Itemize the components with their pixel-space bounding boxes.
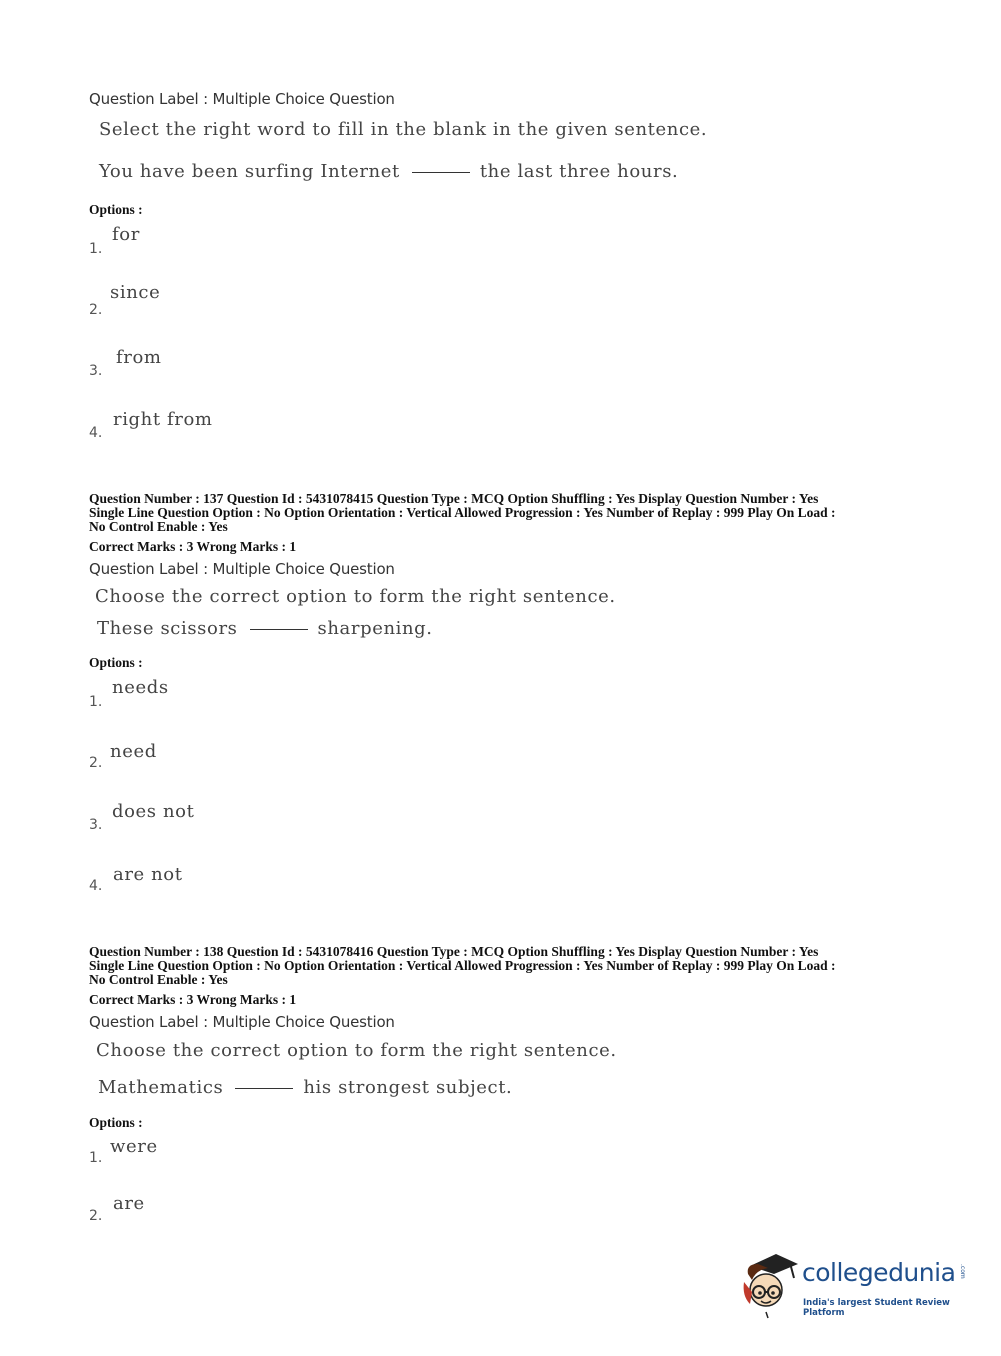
option-number: 2. <box>89 1208 103 1224</box>
mascot-icon <box>742 1252 800 1322</box>
question-meta-line: Question Number : 138 Question Id : 5431078416 Question Type : MCQ Option Shuffling : Yes Display Question Number : Yes <box>89 944 819 959</box>
option-number: 1. <box>89 694 103 710</box>
question-marks: Correct Marks : 3 Wrong Marks : 1 <box>89 539 297 554</box>
brand-name: collegedunia <box>802 1258 956 1287</box>
option-text: for <box>112 224 140 245</box>
brand-tagline: India's largest Student Review Platform <box>803 1298 950 1318</box>
option-number: 2. <box>89 755 103 771</box>
option-text: since <box>110 282 161 303</box>
option-text: right from <box>113 409 213 430</box>
collegedunia-logo[interactable] <box>742 1252 972 1322</box>
question-meta-line: Single Line Question Option : No Option Orientation : Vertical Allowed Progression : Yes Number of Replay : 999 Play On Load : <box>89 505 836 520</box>
blank-line <box>235 1088 293 1089</box>
option-text: were <box>110 1136 158 1157</box>
brand-suffix: .com <box>959 1264 966 1279</box>
blank-line <box>412 172 470 173</box>
option-number: 1. <box>89 241 103 257</box>
option-text: needs <box>112 677 169 698</box>
option-text: does not <box>112 801 195 822</box>
question-marks: Correct Marks : 3 Wrong Marks : 1 <box>89 992 297 1007</box>
option-text: from <box>116 347 162 368</box>
sentence-before: You have been surfing Internet <box>99 161 400 182</box>
question-label: Question Label : Multiple Choice Question <box>89 90 395 108</box>
question-sentence <box>97 618 433 639</box>
options-heading: Options : <box>89 1115 143 1130</box>
question-prompt: Choose the correct option to form the right sentence. <box>96 1040 617 1061</box>
option-number: 3. <box>89 363 103 379</box>
options-heading: Options : <box>89 202 143 217</box>
question-meta-line: No Control Enable : Yes <box>89 972 228 987</box>
option-text: are not <box>113 864 183 885</box>
question-label: Question Label : Multiple Choice Question <box>89 560 395 578</box>
sentence-before: Mathematics <box>98 1077 224 1098</box>
sentence-after: his strongest subject. <box>303 1077 513 1098</box>
sentence-after: sharpening. <box>317 618 433 639</box>
options-heading: Options : <box>89 655 143 670</box>
option-number: 1. <box>89 1150 103 1166</box>
option-number: 2. <box>89 302 103 318</box>
question-sentence <box>99 161 678 182</box>
blank-line <box>250 629 308 630</box>
sentence-after: the last three hours. <box>479 161 679 182</box>
question-sentence <box>98 1077 512 1098</box>
sentence-before: These scissors <box>97 618 238 639</box>
question-meta-line: Single Line Question Option : No Option Orientation : Vertical Allowed Progression : Yes Number of Replay : 999 Play On Load : <box>89 958 836 973</box>
option-number: 4. <box>89 425 103 441</box>
option-text: are <box>113 1193 145 1214</box>
question-label: Question Label : Multiple Choice Question <box>89 1013 395 1031</box>
question-prompt: Select the right word to fill in the blank in the given sentence. <box>99 119 708 140</box>
option-number: 3. <box>89 817 103 833</box>
question-prompt: Choose the correct option to form the right sentence. <box>95 586 616 607</box>
option-number: 4. <box>89 878 103 894</box>
question-meta-line: No Control Enable : Yes <box>89 519 228 534</box>
question-meta-line: Question Number : 137 Question Id : 5431078415 Question Type : MCQ Option Shuffling : Yes Display Question Number : Yes <box>89 491 819 506</box>
option-text: need <box>110 741 157 762</box>
